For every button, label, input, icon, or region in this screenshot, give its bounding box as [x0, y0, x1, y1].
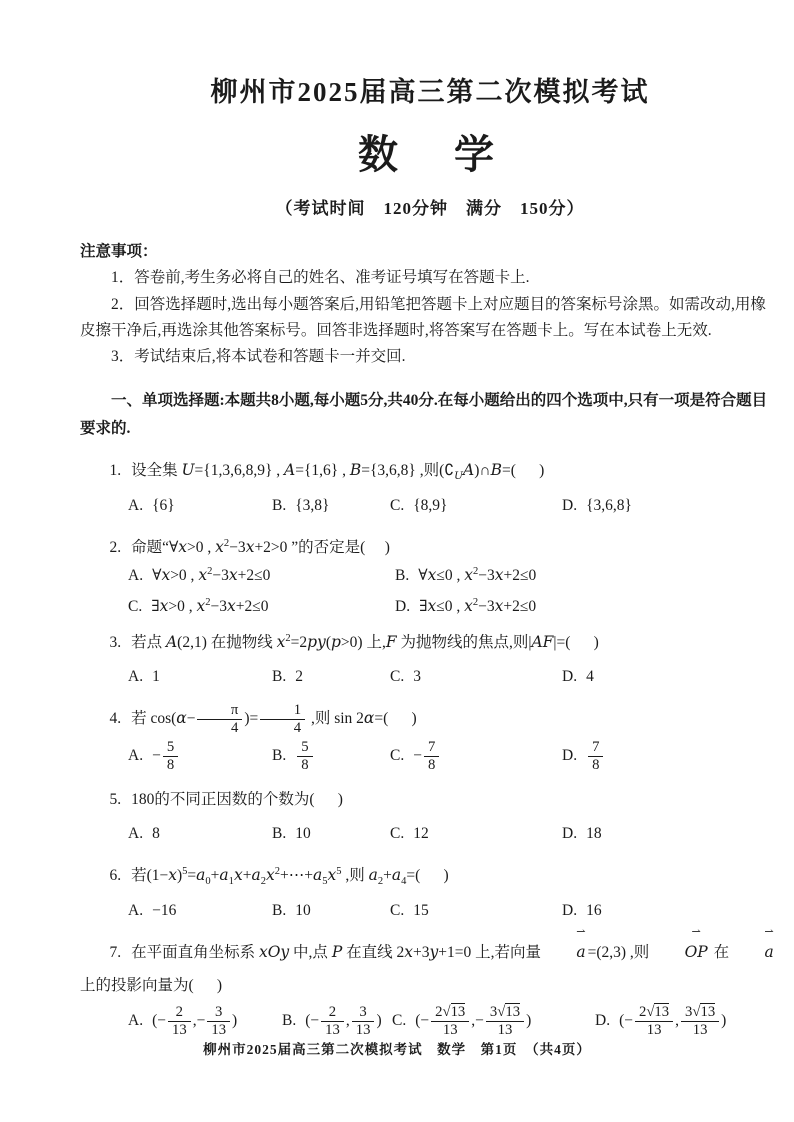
question-stem: 4. 若 cos(α− $\frac{\pi}{4}$ )= $\frac{1}{4}$ ,则 sin 2α=( ) — [109, 701, 417, 736]
option-d: D. 18 — [562, 824, 602, 842]
options-row — [128, 896, 780, 926]
option-d: D. $\frac{7}{8}$ — [562, 739, 780, 774]
question-7 — [80, 936, 780, 1039]
option-d: D. (− $\frac{2√13}{13}$ , $\frac{3√13}{13}$ ) — [595, 1004, 727, 1039]
question-number: 4. — [109, 709, 122, 727]
option-c: C. ∃x>0 , $x^2-3x+2\le 0$ — [128, 597, 269, 616]
option-label: C. — [390, 496, 405, 514]
option-b: B. 10 — [272, 901, 311, 919]
question-2 — [80, 531, 780, 617]
option-c: C. (− $\frac{2√13}{13}$ ,− $\frac{3√13}{13}$ ) — [392, 1004, 532, 1039]
options-row — [128, 491, 780, 521]
option-a: A. −16 — [128, 901, 177, 919]
notice-heading: 注意事项： — [80, 243, 158, 260]
option-label: D. — [562, 901, 578, 919]
option-b: B. {3,8} — [272, 496, 330, 514]
option-label: C. — [390, 824, 405, 842]
question-stem: 7. 在平面直角坐标系 xOy 中,点 P 在直线 2x+3y+1=0 上,若向量 ⇀ a =(2,3) ,则 ⇀ OP 在 ⇀ a 上的投影向量为( ) — [80, 936, 780, 1003]
options-row — [128, 739, 780, 774]
question-1 — [80, 454, 780, 521]
option-label: D. — [562, 824, 578, 842]
option-d: D. 4 — [562, 667, 594, 685]
option-label: B. — [272, 746, 287, 764]
option-label: A. — [128, 1012, 144, 1030]
question-number: 6. — [109, 866, 122, 884]
option-label: B. — [395, 567, 410, 585]
question-stem: 6. 若$(1-x)^5=a_0+a_1x+a_2x^2+\cdots+a_5x^5$ ,则 $a_2+a_4=$( ) — [109, 865, 449, 887]
question-stem: 3. 若点 A(2,1) 在抛物线 $x^2=2py(p>0)$ 上,F 为抛物线的焦点,则|AF|=( ) — [109, 633, 599, 652]
exam-info: （考试时间 120分钟 满分 150分） — [275, 199, 585, 218]
option-label: A. — [128, 824, 144, 842]
option-d: D. 16 — [562, 901, 602, 919]
option-b: B. 10 — [272, 824, 311, 842]
option-c: C. 3 — [390, 667, 421, 685]
section-1-heading: 一、单项选择题:本题共8小题,每小题5分,共40分.在每小题给出的四个选项中,只有一项是符合题目要求的. — [80, 391, 768, 438]
question-stem: 5. 180的不同正因数的个数为( ) — [109, 791, 343, 809]
question-number: 7. — [109, 943, 122, 961]
option-label: A. — [128, 746, 144, 764]
option-label: A. — [128, 901, 144, 919]
option-c: C. 15 — [390, 901, 429, 919]
option-label: B. — [272, 901, 287, 919]
option-label: D. — [395, 598, 411, 616]
option-label: C. — [390, 901, 405, 919]
question-stem: 2. 命题“∀x>0 , $x^2-3x+2>0$ ”的否定是( ) — [109, 537, 390, 556]
options-row — [128, 662, 780, 692]
option-a: A. {6} — [128, 496, 175, 514]
notice-section — [80, 239, 780, 371]
options-row — [128, 566, 780, 616]
notice-item-2: 2．回答选择题时,选出每小题答案后,用铅笔把答题卡上对应题目的答案标号涂黑。如需改动,用橡皮擦干净后,再选涂其他答案标号。回答非选择题时,将答案写在答题卡上。写在本试卷上无效. — [80, 295, 766, 340]
option-label: D. — [562, 746, 578, 764]
option-label: B. — [272, 496, 287, 514]
options-row — [128, 1004, 780, 1039]
page-footer: 柳州市2025届高三第二次模拟考试 数学 第1页 （共4页） — [203, 1042, 591, 1057]
option-a: A. (− $\frac{2}{13}$ ,− $\frac{3}{13}$ ) — [128, 1004, 238, 1039]
options-row — [128, 819, 780, 849]
option-c: C. − $\frac{7}{8}$ — [390, 739, 562, 774]
option-label: D. — [562, 496, 578, 514]
option-label: C. — [390, 667, 405, 685]
option-d: D. ∃x≤0 , $x^2-3x+2\le 0$ — [395, 597, 537, 616]
question-5 — [80, 783, 780, 848]
option-label: B. — [272, 824, 287, 842]
option-c: C. 12 — [390, 824, 429, 842]
option-label: B. — [272, 667, 287, 685]
option-label: C. — [128, 598, 143, 616]
question-4 — [80, 702, 780, 774]
question-stem: 1. 设全集 U={1,3,6,8,9} , A={1,6} , B={3,6,8} ,则$(∁_UA)\cap B=$( ) — [109, 461, 545, 483]
option-label: D. — [595, 1012, 611, 1030]
option-a: A. 8 — [128, 824, 160, 842]
notice-item-1: 1．答卷前,考生务必将自己的姓名、准考证号填写在答题卡上. — [111, 269, 530, 287]
option-d: D. {3,6,8} — [562, 496, 632, 514]
question-number: 2. — [109, 538, 122, 556]
option-b: B. ∀x≤0 , $x^2-3x+2\le 0$ — [395, 566, 537, 585]
option-label: D. — [562, 667, 578, 685]
option-label: A. — [128, 567, 144, 585]
exam-title: 柳州市2025届高三第二次模拟考试 — [210, 77, 650, 107]
question-number: 5. — [109, 791, 122, 809]
questions — [80, 454, 780, 1039]
option-b: B. 2 — [272, 667, 303, 685]
exam-subject: 数 学 — [358, 132, 502, 177]
question-number: 3. — [109, 634, 122, 652]
notice-item-3: 3．考试结束后,将本试卷和答题卡一并交回. — [111, 348, 406, 366]
option-c: C. {8,9} — [390, 496, 448, 514]
option-a: A. ∀x>0 , $x^2-3x+2\le 0$ — [128, 566, 271, 585]
option-b: B. $\frac{5}{8}$ — [272, 739, 390, 774]
option-label: C. — [390, 746, 405, 764]
option-b: B. (− $\frac{2}{13}$ , $\frac{3}{13}$ ) — [282, 1004, 382, 1039]
option-label: A. — [128, 496, 144, 514]
option-a: A. 1 — [128, 667, 160, 685]
question-3 — [80, 626, 780, 691]
option-label: C. — [392, 1012, 407, 1030]
option-label: A. — [128, 667, 144, 685]
option-a: A. − $\frac{5}{8}$ — [128, 739, 272, 774]
option-label: B. — [282, 1012, 297, 1030]
question-number: 1. — [109, 462, 122, 480]
question-6 — [80, 859, 780, 926]
